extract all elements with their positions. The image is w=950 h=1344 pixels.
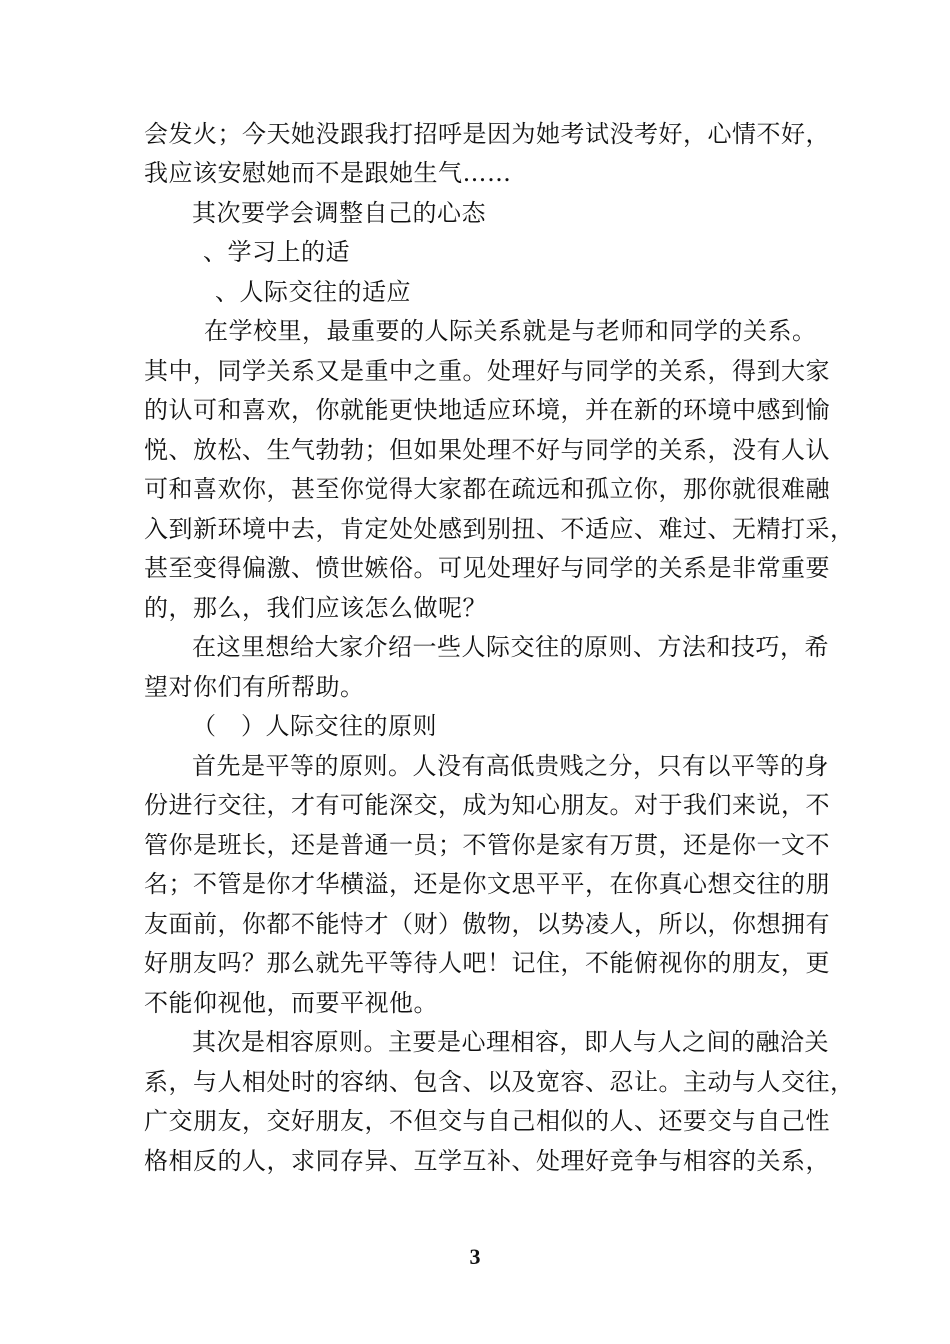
text-line: 入到新环境中去，肯定处处感到别扭、不适应、难过、无精打采， xyxy=(144,515,855,543)
text-line: 其次要学会调整自己的心态 xyxy=(192,199,486,227)
text-line: 在这里想给大家介绍一些人际交往的原则、方法和技巧，希 xyxy=(192,633,829,661)
text-line: 系，与人相处时的容纳、包含、以及宽容、忍让。主动与人交往， xyxy=(144,1068,855,1096)
text-line: 会发火；今天她没跟我打招呼是因为她考试没考好，心情不好， xyxy=(144,120,830,148)
page-number: 3 xyxy=(469,1244,481,1269)
text-line: 我应该安慰她而不是跟她生气…… xyxy=(144,159,512,187)
text-line: 格相反的人，求同存异、互学互补、处理好竞争与相容的关系， xyxy=(144,1147,830,1175)
text-line: 其次是相容原则。主要是心理相容，即人与人之间的融洽关 xyxy=(192,1028,829,1056)
text-line: 首先是平等的原则。人没有高低贵贱之分，只有以平等的身 xyxy=(192,752,829,780)
text-line: 、人际交往的适应 xyxy=(215,278,411,306)
text-line: 悦、放松、生气勃勃；但如果处理不好与同学的关系，没有人认 xyxy=(144,436,830,464)
text-line: 管你是班长，还是普通一员；不管你是家有万贯，还是你一文不 xyxy=(144,831,830,859)
text-line: 广交朋友，交好朋友，不但交与自己相似的人、还要交与自己性 xyxy=(144,1107,830,1135)
text-line: 其中，同学关系又是重中之重。处理好与同学的关系，得到大家 xyxy=(144,357,830,385)
section-heading: （ ）人际交往的原则 xyxy=(192,712,437,740)
text-line: 友面前，你都不能恃才（财）傲物，以势凌人，所以，你想拥有 xyxy=(144,910,830,938)
text-line: 份进行交往，才有可能深交，成为知心朋友。对于我们来说，不 xyxy=(144,791,830,819)
text-line: 可和喜欢你，甚至你觉得大家都在疏远和孤立你，那你就很难融 xyxy=(144,475,830,503)
text-line: 望对你们有所帮助。 xyxy=(144,673,365,701)
text-line: 的认可和喜欢，你就能更快地适应环境，并在新的环境中感到愉 xyxy=(144,396,830,424)
text-line: 甚至变得偏激、愤世嫉俗。可见处理好与同学的关系是非常重要 xyxy=(144,554,830,582)
text-line: 不能仰视他，而要平视他。 xyxy=(144,989,438,1017)
text-line: 在学校里，最重要的人际关系就是与老师和同学的关系。 xyxy=(204,317,817,345)
text-line: 的，那么，我们应该怎么做呢？ xyxy=(144,594,487,622)
text-line: 名；不管是你才华横溢，还是你文思平平，在你真心想交往的朋 xyxy=(144,870,830,898)
text-line: 好朋友吗？那么就先平等待人吧！记住，不能俯视你的朋友，更 xyxy=(144,949,830,977)
text-line: 、学习上的适 xyxy=(203,238,350,266)
